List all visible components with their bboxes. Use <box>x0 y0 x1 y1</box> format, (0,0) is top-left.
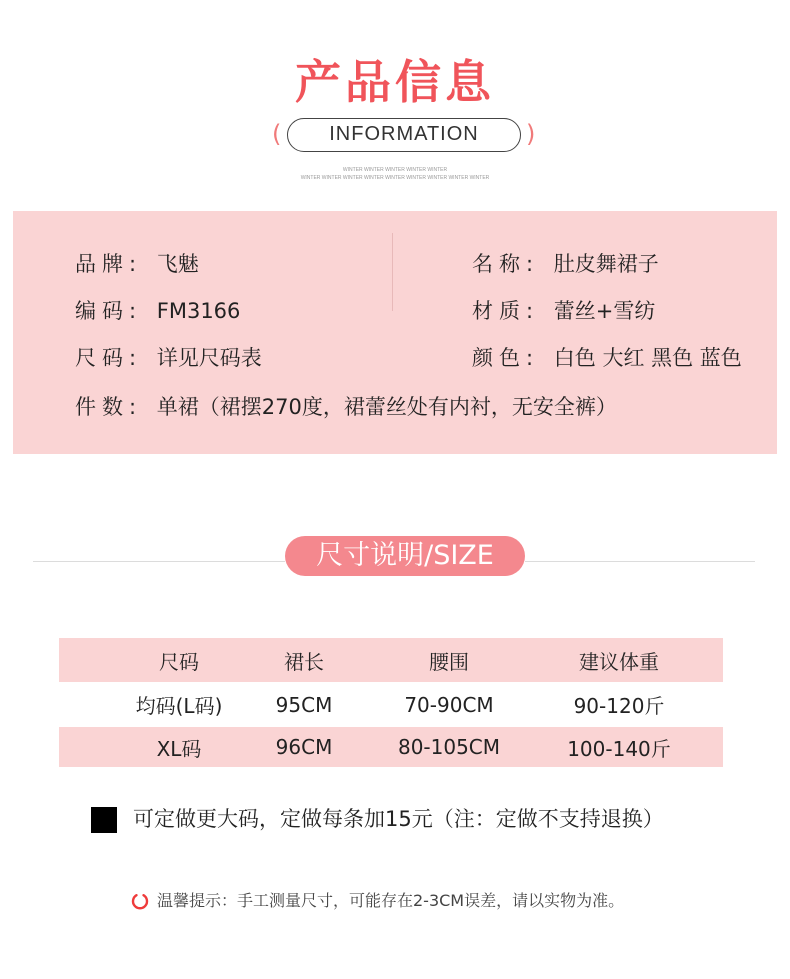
custom-size-note: 可定做更大码，定做每条加15元（注：定做不支持退换） <box>133 807 664 831</box>
table-header-cell: 尺码 <box>159 649 199 674</box>
pieces-row <box>75 393 617 421</box>
pieces-value: 单裙（裙摆270度，裙蕾丝处有内衬，无安全裤） <box>156 395 617 419</box>
name-value: 肚皮舞裙子 <box>553 252 659 276</box>
code-row <box>75 297 240 325</box>
left-paren: ( <box>272 120 282 148</box>
size-value: 详见尺码表 <box>156 346 262 370</box>
pieces-label: 件数: <box>75 395 143 419</box>
color-label: 颜色: <box>472 346 540 370</box>
black-square-icon <box>91 807 117 833</box>
table-header-cell: 腰围 <box>429 649 469 674</box>
name-row <box>472 250 659 278</box>
size-header-line-right <box>525 561 755 562</box>
decorative-text-line-1: WINTER WINTER WINTER WINTER WINTER <box>342 167 448 173</box>
material-value: 蕾丝+雪纺 <box>553 299 656 323</box>
table-cell: 96CM <box>275 735 333 759</box>
size-heading: 尺寸说明/SIZE <box>285 536 525 576</box>
circle-arrow-icon <box>131 892 149 910</box>
right-paren: ) <box>526 120 536 148</box>
size-row <box>75 344 262 372</box>
table-cell: 均码(L码) <box>135 694 223 718</box>
brand-value: 飞魅 <box>156 252 199 276</box>
code-label: 编码: <box>75 299 143 323</box>
table-cell: 80-105CM <box>397 735 501 759</box>
panel-divider <box>392 233 393 311</box>
information-badge: INFORMATION <box>287 118 521 152</box>
color-row <box>472 344 742 372</box>
table-cell: 70-90CM <box>404 692 494 717</box>
size-header-line-left <box>33 561 285 562</box>
material-row <box>472 297 655 325</box>
decorative-text-line-2: WINTER WINTER WINTER WINTER WINTER WINTER WINTER WINTER WINTER <box>300 175 490 181</box>
table-row <box>59 682 723 727</box>
table-header-row <box>59 638 723 682</box>
table-row <box>59 727 723 767</box>
material-label: 材质: <box>472 299 540 323</box>
brand-label: 品牌: <box>75 252 143 276</box>
brand-row <box>75 250 199 278</box>
table-cell: 100-140斤 <box>567 736 671 761</box>
warm-tip-note: 温馨提示：手工测量尺寸，可能存在2-3CM误差，请以实物为准。 <box>157 891 625 910</box>
table-cell: XL码 <box>156 736 202 761</box>
table-header-cell: 裙长 <box>284 649 324 674</box>
name-label: 名称: <box>472 252 540 276</box>
page-title: 产品信息 <box>295 55 495 109</box>
size-label: 尺码: <box>75 346 143 370</box>
table-cell: 90-120斤 <box>573 694 665 718</box>
color-value: 白色 大红 黑色 蓝色 <box>553 346 742 370</box>
table-cell: 95CM <box>275 692 333 717</box>
size-table <box>59 638 723 767</box>
code-value: FM3166 <box>156 299 241 323</box>
table-header-cell: 建议体重 <box>579 649 659 674</box>
